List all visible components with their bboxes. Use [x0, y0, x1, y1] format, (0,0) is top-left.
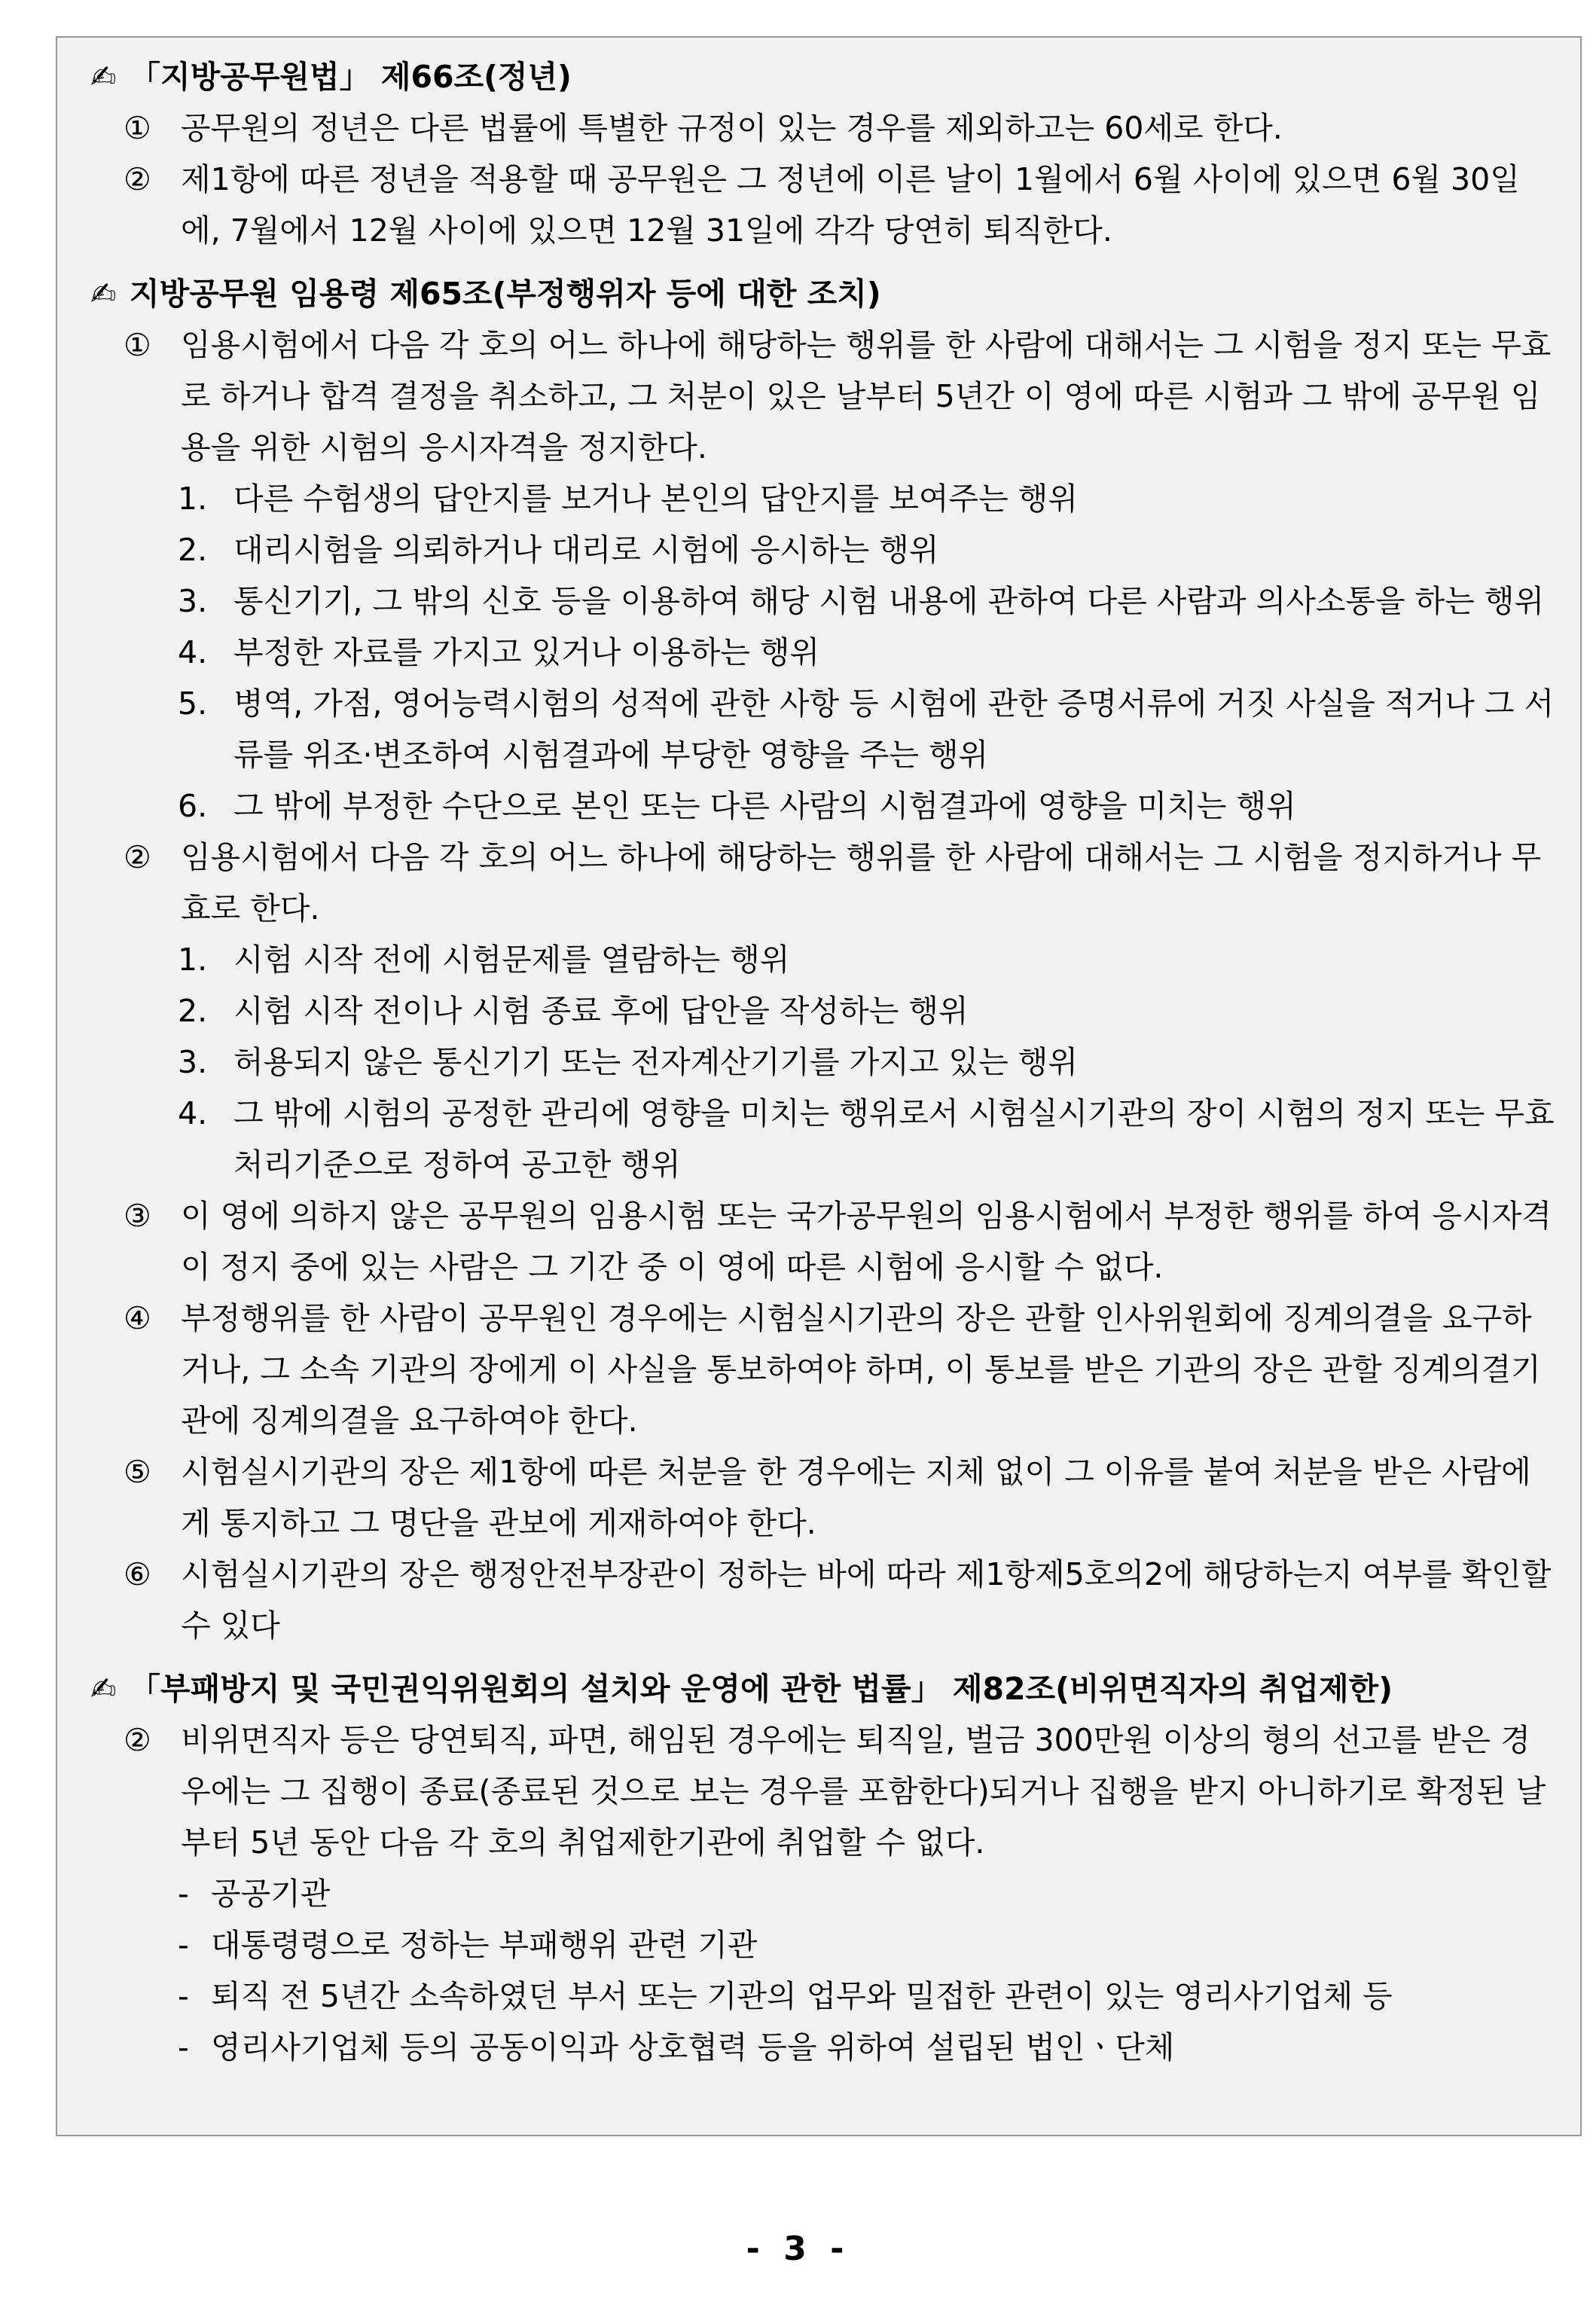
- list-item: 1. 다른 수험생의 답안지를 보거나 본인의 답안지를 보여주는 행위: [178, 481, 1078, 517]
- clause: ⑤ 시험실시기관의 장은 제1항에 따른 처분을 한 경우에는 지체 없이 그 이유를 붙여 처분을 받은 사람에게 통지하고 그 명단을 관보에 게재하여야 한다.: [124, 1454, 1531, 1541]
- law-excerpt-box: [56, 36, 1582, 2136]
- list-item: 3. 통신기기, 그 밖의 신호 등을 이용하여 해당 시험 내용에 관하여 다른 사람과 의사소통을 하는 행위: [178, 583, 1545, 619]
- section-title: ✍ 「지방공무원법」 제66조(정년): [90, 51, 1558, 102]
- section-appointment-decree: [90, 268, 1558, 1651]
- list-item: - 퇴직 전 5년간 소속하였던 부서 또는 기관의 업무와 밀접한 관련이 있는 영리사기업체 등: [178, 1978, 1393, 2014]
- clause: ④ 부정행위를 한 사람이 공무원인 경우에는 시험실시기관의 장은 관할 인사위원회에 징계의결을 요구하거나, 그 소속 기관의 장에게 이 사실을 통보하여야 하며, 이 통보를 받은 기관의 장은 관할 징계의결기관에 징계의결을 요구하여야 한다.: [124, 1300, 1541, 1439]
- clause: ⑥ 시험실시기관의 장은 행정안전부장관이 정하는 바에 따라 제1항제5호의2에 해당하는지 여부를 확인할 수 있다: [124, 1556, 1552, 1644]
- writing-hand-icon: ✍: [90, 59, 117, 95]
- list-item: - 영리사기업체 등의 공동이익과 상호협력 등을 위하여 설립된 법인ㆍ단체: [178, 2029, 1175, 2065]
- list-item: 3. 허용되지 않은 통신기기 또는 전자계산기기를 가지고 있는 행위: [178, 1044, 1078, 1080]
- list-item: 4. 그 밖에 시험의 공정한 관리에 영향을 미치는 행위로서 시험실시기관의 장이 시험의 정지 또는 무효 처리기준으로 정하여 공고한 행위: [178, 1095, 1555, 1183]
- list-item: 6. 그 밖에 부정한 수단으로 본인 또는 다른 사람의 시험결과에 영향을 미치는 행위: [178, 788, 1296, 824]
- list-item: - 공공기관: [178, 1876, 331, 1912]
- section-title: ✍ 지방공무원 임용령 제65조(부정행위자 등에 대한 조치): [90, 268, 1558, 319]
- list-item: 1. 시험 시작 전에 시험문제를 열람하는 행위: [178, 942, 790, 978]
- list-item: - 대통령령으로 정하는 부패행위 관련 기관: [178, 1927, 758, 1963]
- writing-hand-icon: ✍: [90, 1671, 117, 1707]
- clause: ② 비위면직자 등은 당연퇴직, 파면, 해임된 경우에는 퇴직일, 벌금 300만원 이상의 형의 선고를 받은 경우에는 그 집행이 종료(종료된 것으로 보는 경우를 포함한다)되거나 집행을 받지 아니하기로 확정된 날부터 5년 동안 다음 각 호의 취업제한기관에 취업할 수 없다.: [124, 1722, 1546, 1861]
- clause: ① 공무원의 정년은 다른 법률에 특별한 규정이 있는 경우를 제외하고는 60세로 한다.: [124, 110, 1283, 146]
- clause: ② 제1항에 따른 정년을 적용할 때 공무원은 그 정년에 이른 날이 1월에서 6월 사이에 있으면 6월 30일에, 7월에서 12월 사이에 있으면 12월 31일에 각각 당연히 퇴직한다.: [124, 161, 1520, 249]
- list-item: 2. 시험 시작 전이나 시험 종료 후에 답안을 작성하는 행위: [178, 993, 969, 1029]
- page-number: - 3 -: [746, 2230, 850, 2268]
- section-local-public-officials-act: [90, 51, 1558, 256]
- list-item: 5. 병역, 가점, 영어능력시험의 성적에 관한 사항 등 시험에 관한 증명서류에 거짓 사실을 적거나 그 서류를 위조·변조하여 시험결과에 부당한 영향을 주는 행위: [178, 685, 1555, 773]
- clause: ③ 이 영에 의하지 않은 공무원의 임용시험 또는 국가공무원의 임용시험에서 부정한 행위를 하여 응시자격이 정지 중에 있는 사람은 그 기간 중 이 영에 따른 시험에 응시할 수 없다.: [124, 1198, 1552, 1285]
- clause: ① 임용시험에서 다음 각 호의 어느 하나에 해당하는 행위를 한 사람에 대해서는 그 시험을 정지 또는 무효로 하거나 합격 결정을 취소하고, 그 처분이 있은 날부터 5년간 이 영에 따른 시험과 그 밖에 공무원 임용을 위한 시험의 응시자격을 정지한다.: [124, 327, 1552, 466]
- clause: ② 임용시험에서 다음 각 호의 어느 하나에 해당하는 행위를 한 사람에 대해서는 그 시험을 정지하거나 무효로 한다.: [124, 839, 1542, 927]
- section-title: ✍ 「부패방지 및 국민권익위원회의 설치와 운영에 관한 법률」 제82조(비위면직자의 취업제한): [90, 1663, 1558, 1714]
- section-anti-corruption-act: [90, 1663, 1558, 2073]
- writing-hand-icon: ✍: [90, 276, 117, 312]
- list-item: 2. 대리시험을 의뢰하거나 대리로 시험에 응시하는 행위: [178, 532, 939, 568]
- list-item: 4. 부정한 자료를 가지고 있거나 이용하는 행위: [178, 634, 820, 670]
